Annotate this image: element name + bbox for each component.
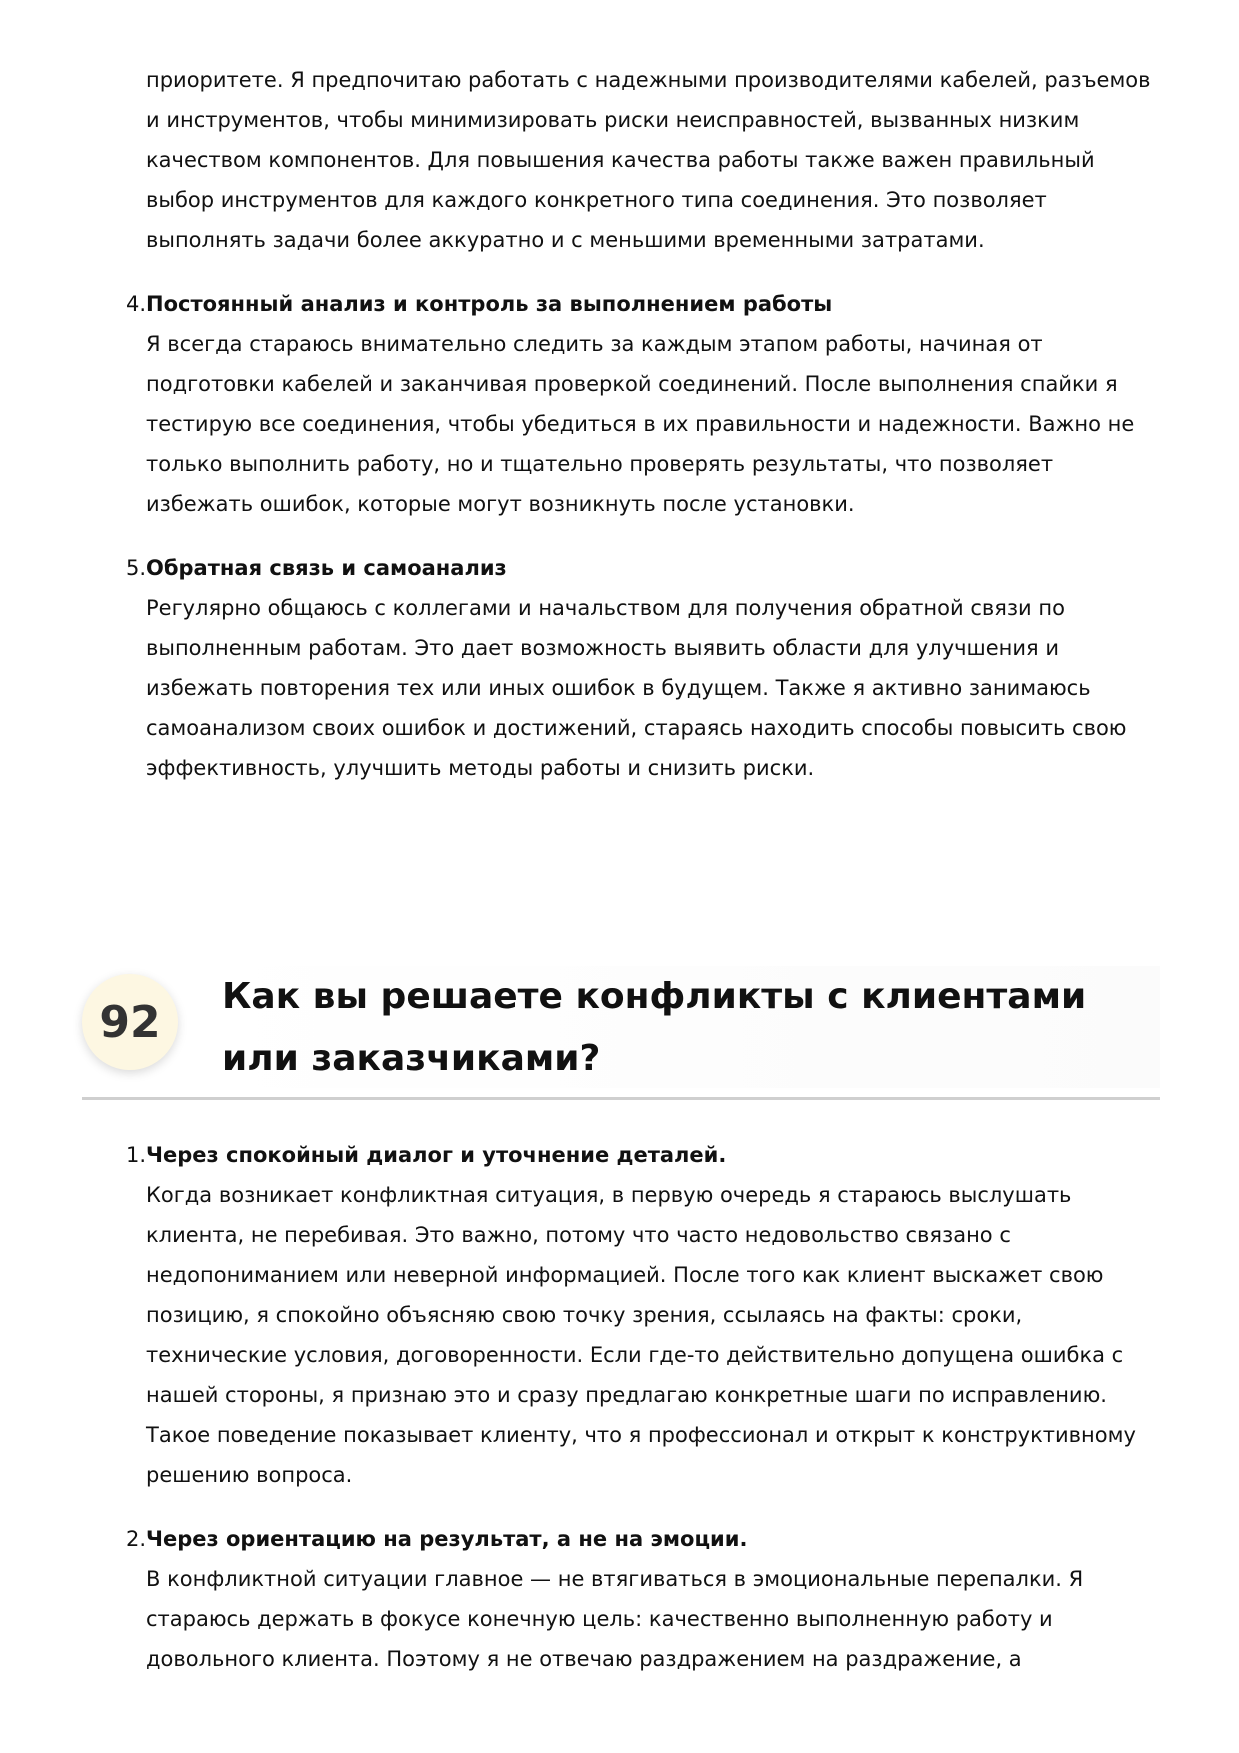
question-number-badge: 92 (82, 974, 178, 1070)
list-item-title: Постоянный анализ и контроль за выполнением работы (146, 292, 833, 316)
list-item-5 (118, 548, 1166, 788)
list-item-title: Через спокойный диалог и уточнение деталей. (146, 1143, 727, 1167)
list-item-number: 4. (125, 292, 146, 316)
section-title: Как вы решаете конфликты с клиентами или заказчиками? (222, 976, 1087, 1079)
list-item-number: 2. (125, 1527, 146, 1551)
list-item-text: Я всегда стараюсь внимательно следить за каждым этапом работы, начиная от подготовки кабелей и заканчивая проверкой соединений. После выполнения спайки я тестирую все соединения, чтобы убедиться в их правильности и надежности. Важно не только выполнить работу, но и тщательно проверять результаты, что позволяет избежать ошибок, которые могут возникнуть после установки. (146, 332, 1135, 516)
list-item-number: 5. (125, 556, 146, 580)
intro-paragraph: приоритете. Я предпочитаю работать с надежными производителями кабелей, разъемов и инструментов, чтобы минимизировать риски неисправностей, вызванных низким качеством компонентов. Для повышения качества работы также важен правильный выбор инструментов для каждого конкретного типа соединения. Это позволяет выполнять задачи более аккуратно и с меньшими временными затратами. (146, 68, 1151, 252)
list-item-1 (118, 1135, 1166, 1495)
list-item-title: Через ориентацию на результат, а не на эмоции. (146, 1527, 748, 1551)
list-item-text: Когда возникает конфликтная ситуация, в первую очередь я стараюсь выслушать клиента, не перебивая. Это важно, потому что часто недовольство связано с недопониманием или неверной информацией. После того как клиент выскажет свою позицию, я спокойно объясняю свою точку зрения, ссылаясь на факты: сроки, технические условия, договоренности. Если где-то действительно допущена ошибка с нашей стороны, я признаю это и сразу предлагаю конкретные шаги по исправлению. Такое поведение показывает клиенту, что я профессионал и открыт к конструктивному решению вопроса. (146, 1183, 1136, 1487)
section-heading-container (196, 966, 1160, 1088)
section-divider (82, 1097, 1160, 1100)
list-item-number: 1. (125, 1143, 146, 1167)
list-item-2 (118, 1519, 1166, 1679)
list-item-text: Регулярно общаюсь с коллегами и начальством для получения обратной связи по выполненным работам. Это дает возможность выявить области для улучшения и избежать повторения тех или иных ошибок в будущем. Также я активно занимаюсь самоанализом своих ошибок и достижений, стараясь находить способы повысить свою эффективность, улучшить методы работы и снизить риски. (146, 596, 1127, 780)
list-item-title: Обратная связь и самоанализ (146, 556, 507, 580)
list-item-text: В конфликтной ситуации главное — не втягиваться в эмоциональные перепалки. Я стараюсь держать в фокусе конечную цель: качественно выполненную работу и довольного клиента. Поэтому я не отвечаю раздражением на раздражение, а (146, 1567, 1084, 1671)
list-item-4 (118, 284, 1166, 524)
